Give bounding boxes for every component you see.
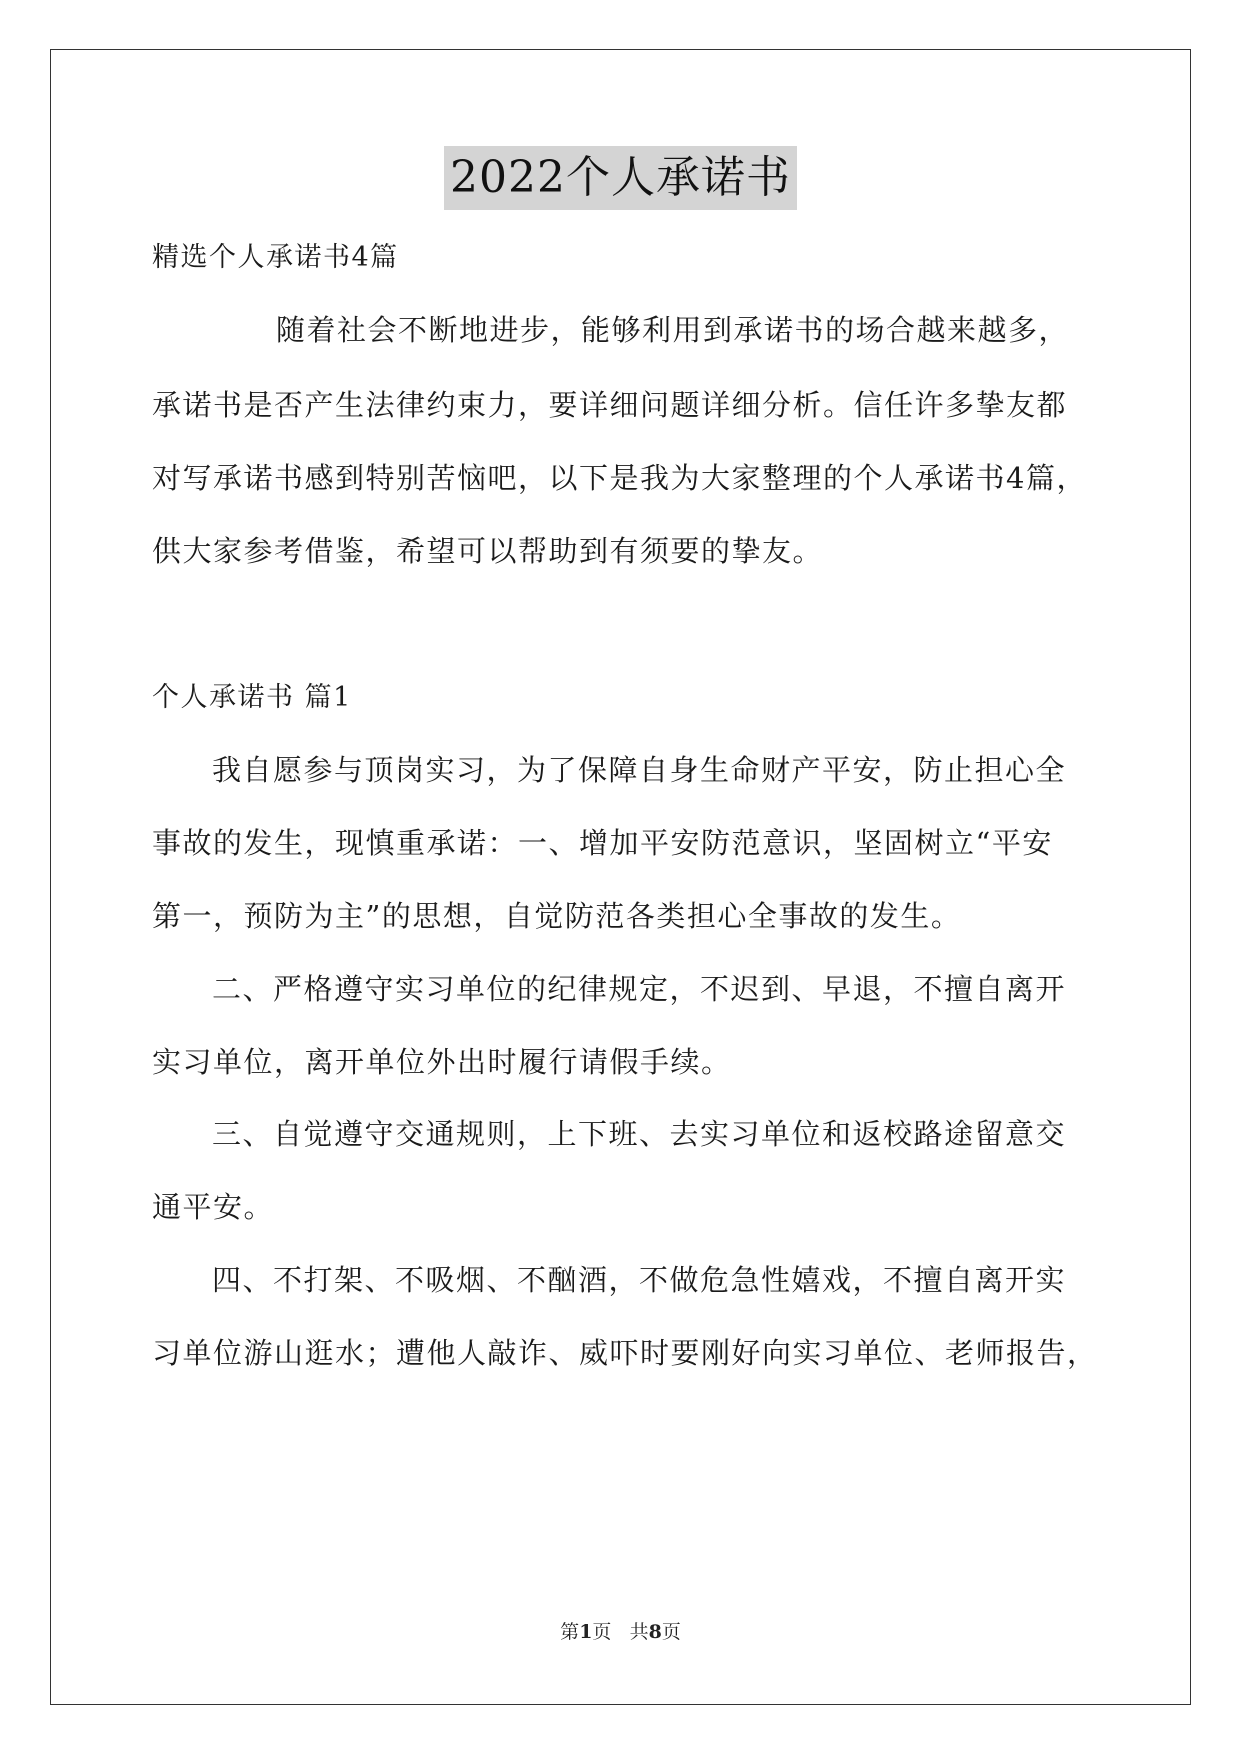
- body-line-9: 习单位游山逛水；遭他人敲诈、威吓时要刚好向实习单位、老师报告，: [152, 1336, 1098, 1370]
- body-line-6: 三、自觉遵守交通规则，上下班、去实习单位和返校路途留意交: [212, 1117, 1067, 1151]
- body-line-5: 实习单位，离开单位外出时履行请假手续。: [152, 1045, 732, 1079]
- intro-line-2: 承诺书是否产生法律约束力，要详细问题详细分析。信任许多挚友都: [152, 388, 1068, 422]
- intro-line-1: 随着社会不断地进步，能够利用到承诺书的场合越来越多，: [276, 313, 1070, 347]
- body-line-2: 事故的发生，现慎重承诺：一、增加平安防范意识，坚固树立“平安: [152, 826, 1053, 860]
- intro-line-3: 对写承诺书感到特别苦恼吧，以下是我为大家整理的个人承诺书4篇，: [152, 461, 1087, 495]
- body-line-4: 二、严格遵守实习单位的纪律规定，不迟到、早退，不擅自离开: [212, 972, 1067, 1006]
- page-prefix: 第: [560, 1621, 580, 1643]
- body-line-7: 通平安。: [152, 1190, 275, 1224]
- intro-line-4: 供大家参考借鉴，希望可以帮助到有须要的挚友。: [152, 534, 824, 568]
- title-container: [0, 146, 1241, 210]
- body-line-1: 我自愿参与顶岗实习，为了保障自身生命财产平安，防止担心全: [212, 753, 1067, 787]
- page-border: [50, 49, 1191, 1705]
- document-subtitle: 精选个人承诺书4篇: [152, 242, 399, 273]
- page-number: 1: [579, 1621, 593, 1643]
- total-prefix: 共: [629, 1621, 649, 1643]
- page-suffix: 页: [592, 1621, 612, 1643]
- page-footer: [0, 1620, 1241, 1644]
- section-heading: 个人承诺书 篇1: [152, 682, 352, 713]
- total-suffix: 页: [661, 1621, 681, 1643]
- body-line-8: 四、不打架、不吸烟、不酗酒，不做危急性嬉戏，不擅自离开实: [212, 1263, 1067, 1297]
- document-title: 2022个人承诺书: [444, 146, 797, 210]
- body-line-3: 第一，预防为主”的思想，自觉防范各类担心全事故的发生。: [152, 899, 962, 933]
- total-pages: 8: [648, 1621, 662, 1643]
